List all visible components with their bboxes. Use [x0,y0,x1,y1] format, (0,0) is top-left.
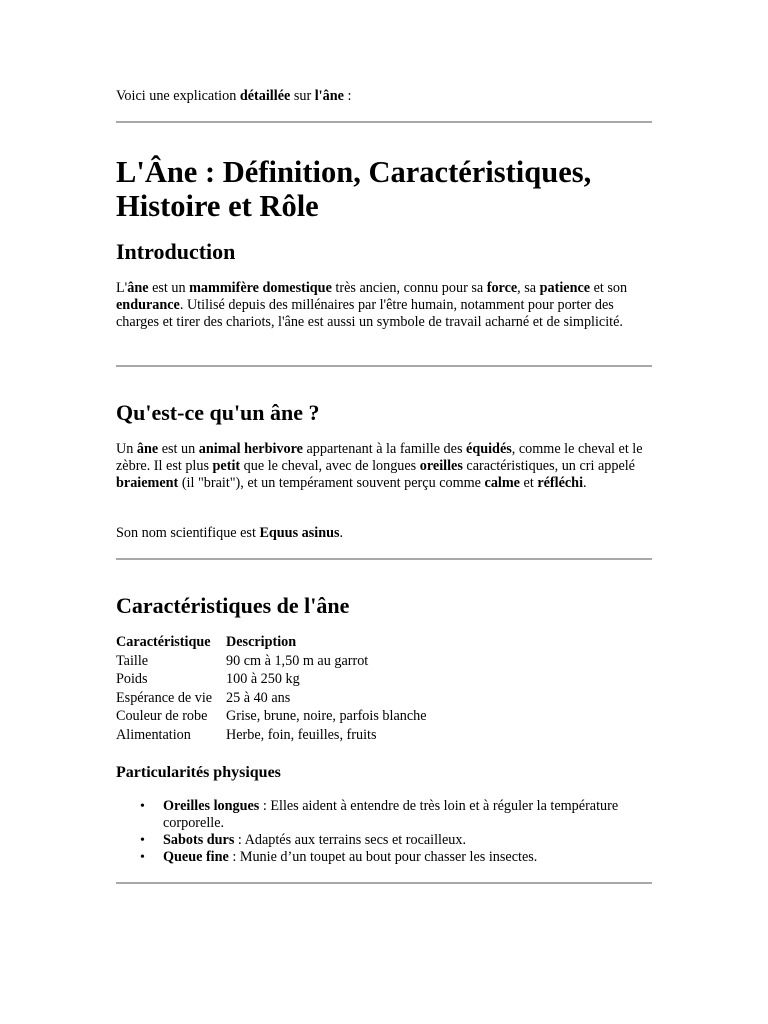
table-cell: 100 à 250 kg [226,671,300,688]
divider [116,882,652,884]
page-title: L'Âne : Définition, Caractéristiques, Histoire et Rôle [116,155,592,223]
table-row [116,689,652,708]
bold-term: endurance [116,297,180,313]
bold-term: calme [484,475,520,491]
section-heading-characteristics: Caractéristiques de l'âne [116,593,350,618]
section-heading-what-is: Qu'est-ce qu'un âne ? [116,400,320,425]
intro-line-bold: détaillée [239,88,291,104]
table-row [116,707,652,726]
list-item-text: : Munie d’un toupet au bout pour chasser les insectes. [228,849,538,865]
table-header-cell: Caractéristique [116,634,211,650]
list-item-term: Sabots durs [163,832,235,848]
characteristics-table [116,633,652,745]
subheading-physical-traits: Particularités physiques [116,764,281,781]
table-cell: Espérance de vie [116,689,213,706]
bold-term: équidés [466,441,512,457]
intro-line-text: sur [290,88,315,104]
what-is-paragraph: Un âne est un animal herbivore appartenant à la famille des équidés, comme le cheval et le zèbre. Il est plus petit que le cheval, avec de longues oreilles caractéristiques, un cri appelé braiement (il "brait"), et un tempérament souvent perçu comme calme et réfléchi. [116,441,643,491]
bold-term: mammifère domestique [189,280,332,296]
table-cell: Alimentation [116,726,191,743]
table-cell: Couleur de robe [116,708,208,725]
table-header-cell: Description [226,634,297,650]
table-cell: Poids [116,671,148,688]
list-item-text: : Adaptés aux terrains secs et rocailleux. [234,832,467,848]
bold-term: braiement [116,475,179,491]
list-item-term: Queue fine [163,849,229,865]
table-row [116,670,652,689]
divider [116,365,652,367]
bold-term: Equus asinus [259,525,340,541]
list-item-term: Oreilles longues [163,798,260,814]
list-item [116,832,652,849]
divider [116,558,652,560]
intro-line-text: Voici une explication [116,88,240,104]
list-item-text: : Elles aident à entendre de très loin et à réguler la température corporelle. [163,798,619,831]
section-heading-introduction: Introduction [116,239,236,264]
table-cell: 25 à 40 ans [226,689,291,706]
intro-line-text: : [343,88,352,104]
table-row [116,726,652,745]
table-cell: Taille [116,652,149,669]
table-cell: Grise, brune, noire, parfois blanche [226,708,427,725]
introduction-paragraph: L'âne est un mammifère domestique très ancien, connu pour sa force, sa patience et son endurance. Utilisé depuis des millénaires par l'être humain, notamment pour porter des charges et tirer des chariots, l'âne est aussi un symbole de travail acharné et de simplicité. [116,280,628,330]
bold-term: force [486,280,518,296]
list-item [116,798,652,832]
table-cell: Herbe, foin, feuilles, fruits [226,726,377,743]
divider [116,121,652,123]
bold-term: animal herbivore [198,441,303,457]
table-cell: 90 cm à 1,50 m au garrot [226,652,369,669]
table-row [116,652,652,671]
scientific-name-paragraph: Son nom scientifique est Equus asinus. [116,525,344,541]
intro-line [116,88,652,105]
physical-traits-list [116,798,652,866]
table-header-row [116,633,652,652]
bold-term: patience [539,280,591,296]
list-item [116,849,652,866]
bold-term: petit [212,458,241,474]
bold-term: oreilles [419,458,463,474]
bold-term: âne [127,280,149,296]
bold-term: âne [136,441,159,457]
intro-line-bold: l'âne [314,88,344,104]
bold-term: réfléchi [537,475,584,491]
